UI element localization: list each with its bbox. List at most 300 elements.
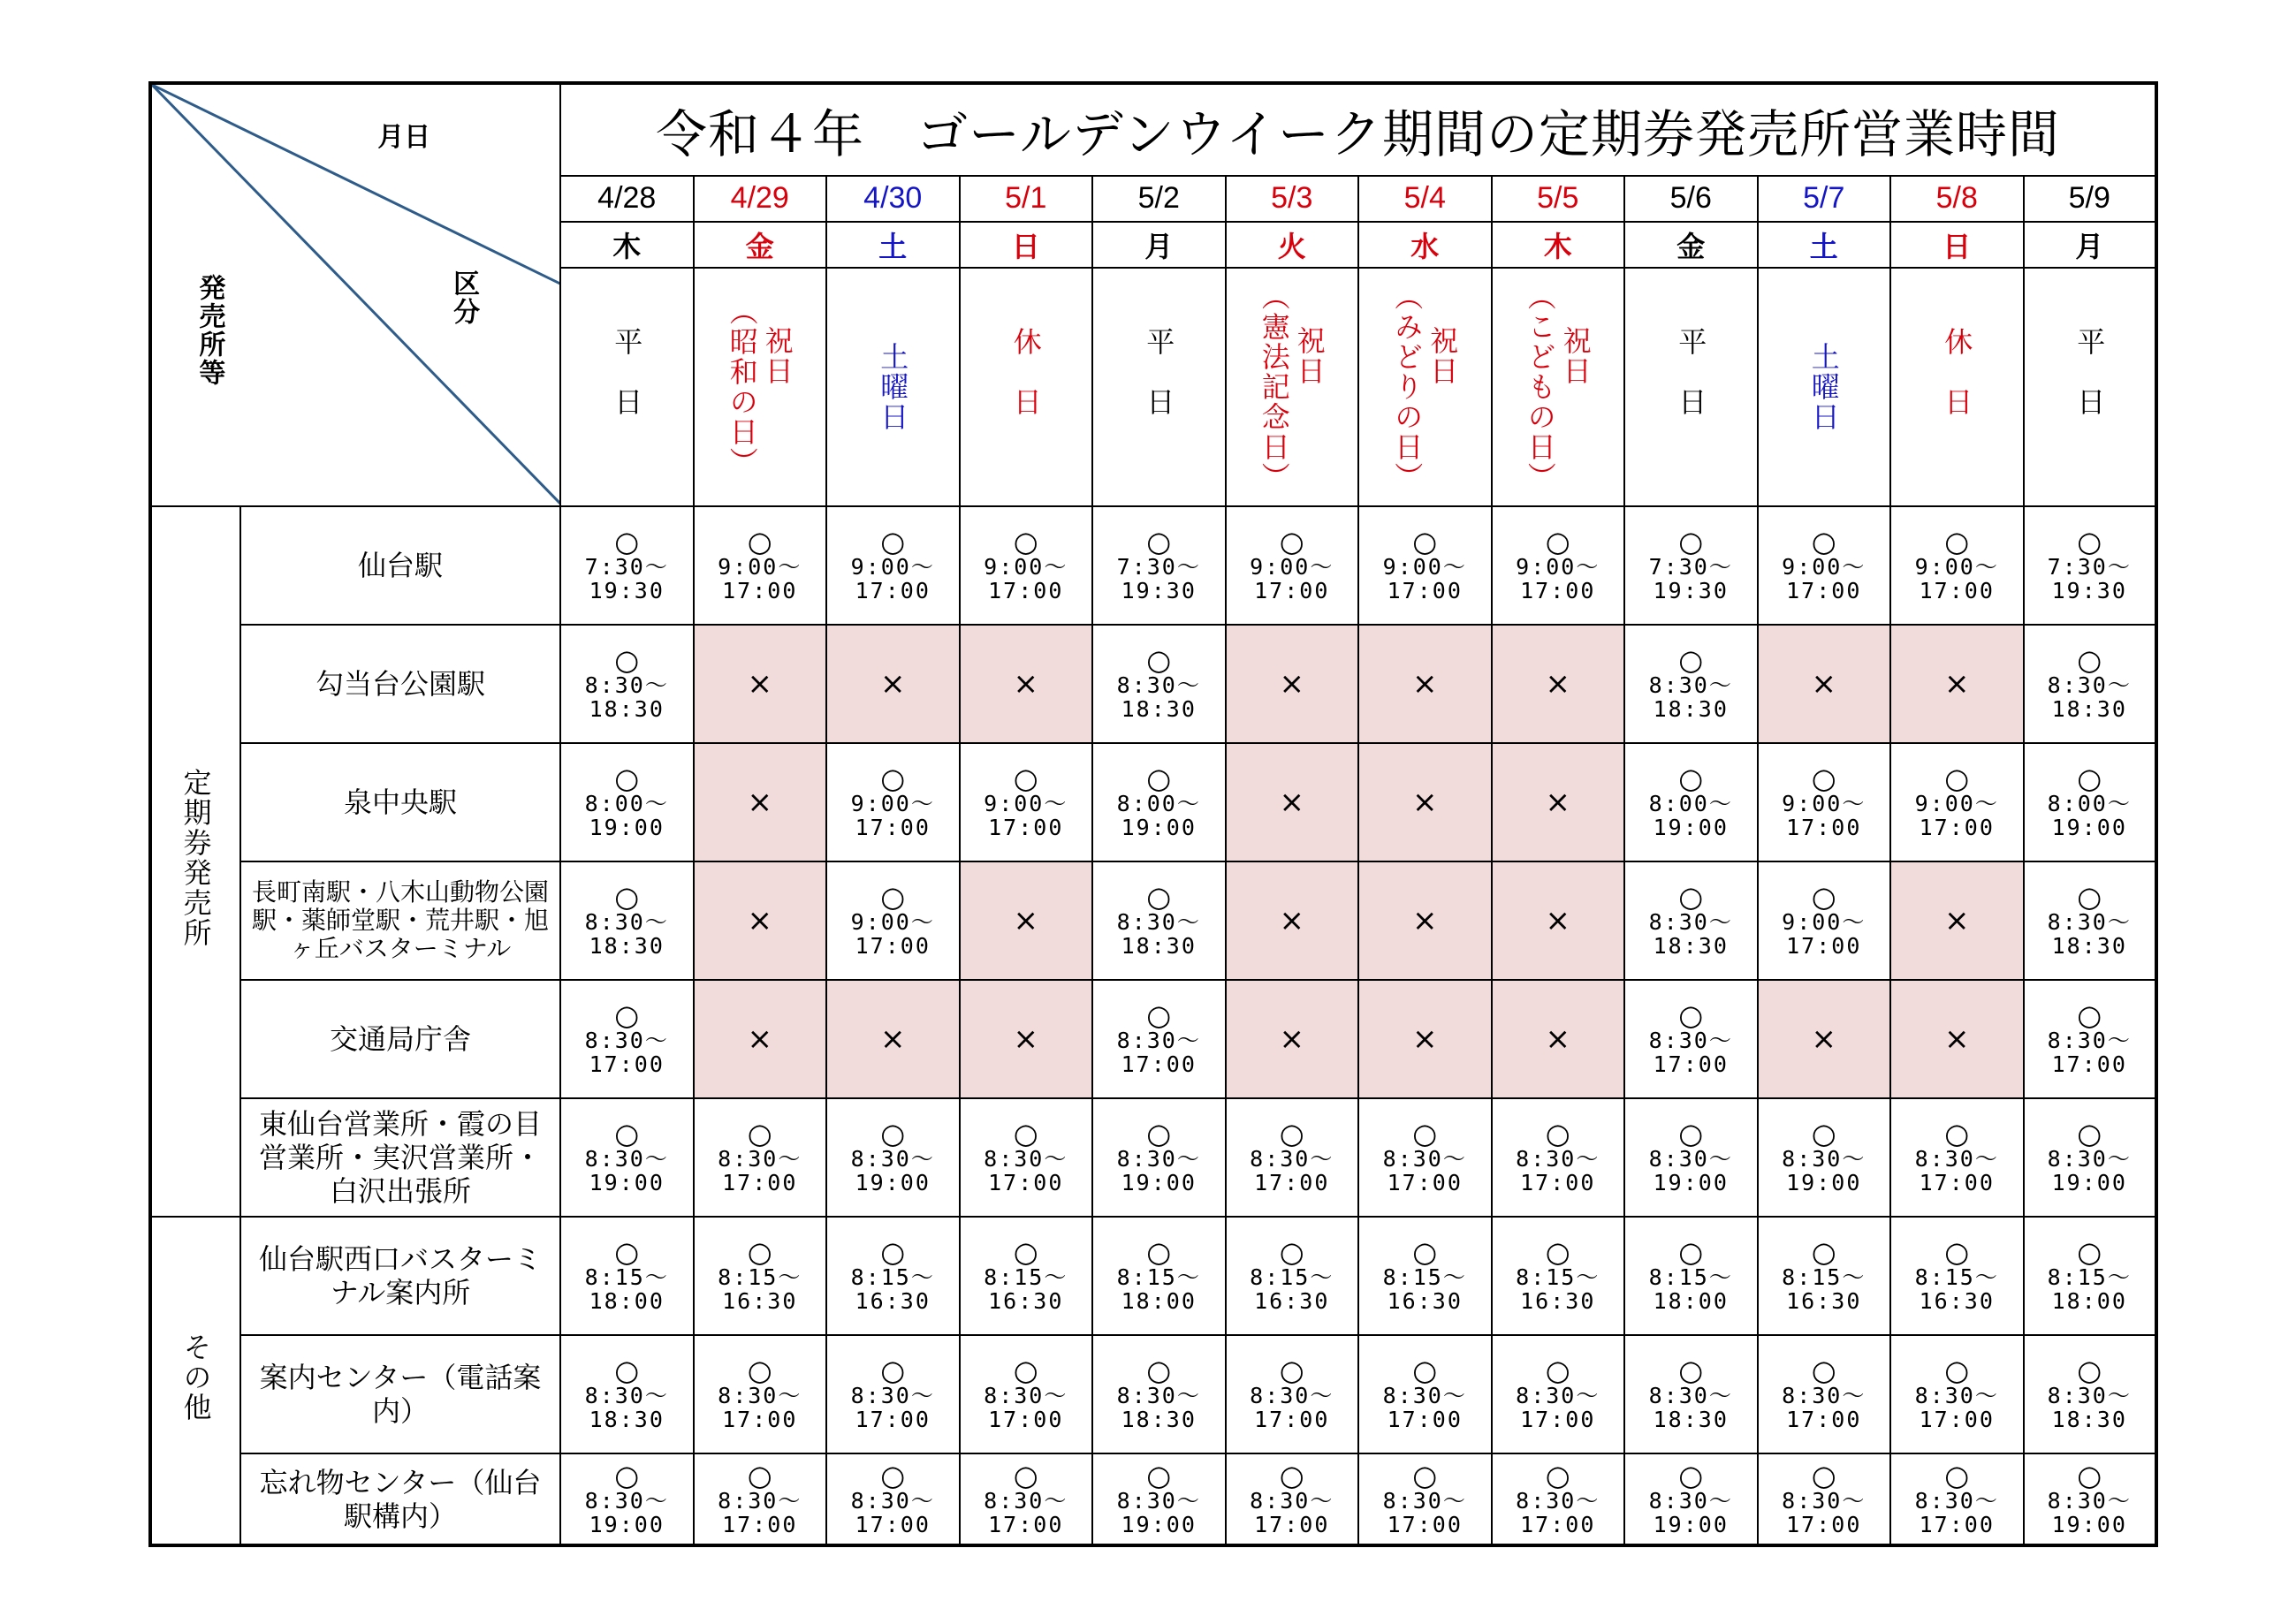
outlet-label: 発売所等 [194, 274, 225, 388]
hours-cell [1890, 1217, 2024, 1335]
open-time: 8:30～ [718, 1146, 802, 1172]
open-time: 8:30～ [1250, 1487, 1334, 1514]
open-mark: ○ [614, 998, 640, 1032]
hours-cell [1226, 1453, 1359, 1545]
open-time: 8:00～ [1648, 791, 1733, 816]
weekday-cell: 金 [694, 222, 827, 268]
open-time: 8:00～ [584, 791, 669, 816]
close-time: 16:30 [855, 1288, 931, 1314]
close-time: 17:00 [1520, 1407, 1596, 1432]
close-time: 19:00 [2051, 1511, 2127, 1537]
open-mark: ○ [1146, 525, 1172, 558]
open-time: 8:30～ [584, 1487, 669, 1514]
open-mark: ○ [1279, 1354, 1304, 1387]
close-time: 19:00 [2051, 815, 2127, 840]
open-mark: ○ [747, 1117, 772, 1150]
open-mark: ○ [880, 1235, 906, 1269]
open-time: 8:15～ [718, 1264, 802, 1290]
closed-cell [826, 980, 960, 1098]
close-time: 18:30 [589, 1407, 665, 1432]
hours-cell [1092, 506, 1226, 625]
close-time: 17:00 [1786, 815, 1862, 840]
open-mark: ○ [1013, 1235, 1038, 1269]
open-time: 8:30～ [2047, 1383, 2132, 1408]
close-time: 16:30 [988, 1288, 1064, 1314]
close-time: 17:00 [1254, 1170, 1330, 1195]
weekday-cell: 木 [1492, 222, 1625, 268]
open-mark: ○ [880, 880, 906, 914]
hours-cell [1758, 743, 1891, 861]
closed-mark: × [1545, 785, 1570, 820]
hours-cell [1492, 506, 1625, 625]
day-type-label: 祝日 [760, 326, 794, 387]
open-mark: ○ [614, 762, 640, 795]
open-mark: ○ [1944, 1354, 1970, 1387]
close-time: 17:00 [1919, 1407, 1995, 1432]
hours-cell [1492, 1098, 1625, 1217]
hours-cell [1358, 1453, 1492, 1545]
closed-cell [1358, 980, 1492, 1098]
date-cell: 5/6 [1624, 176, 1758, 222]
close-time: 16:30 [1786, 1288, 1862, 1314]
open-time: 9:00～ [1914, 791, 1999, 816]
open-mark: ○ [614, 1235, 640, 1269]
hours-cell [1492, 1335, 1625, 1453]
date-cell: 5/4 [1358, 176, 1492, 222]
open-mark: ○ [1412, 1117, 1438, 1150]
open-mark: ○ [1013, 1117, 1038, 1150]
closed-mark: × [1279, 785, 1304, 820]
hours-cell [826, 1453, 960, 1545]
open-mark: ○ [2077, 1458, 2102, 1492]
hours-cell [1226, 1217, 1359, 1335]
open-mark: ○ [614, 1117, 640, 1150]
weekday-cell: 金 [1624, 222, 1758, 268]
open-time: 9:00～ [718, 554, 802, 580]
closed-mark: × [747, 1021, 772, 1057]
open-time: 8:30～ [1648, 1487, 1733, 1514]
hours-cell [1624, 506, 1758, 625]
day-type-label: 平日 [1674, 327, 1708, 448]
hours-cell [2024, 1217, 2157, 1335]
hours-cell [1890, 743, 2024, 861]
closed-cell [960, 980, 1093, 1098]
hours-cell [2024, 1098, 2157, 1217]
open-time: 7:30～ [1648, 554, 1733, 580]
close-time: 19:00 [1121, 815, 1197, 840]
close-time: 17:00 [1919, 578, 1995, 603]
hours-cell [1624, 861, 1758, 980]
open-mark: ○ [2077, 762, 2102, 795]
open-time: 7:30～ [584, 554, 669, 580]
outlet-name: 仙台駅西口バスターミナル案内所 [240, 1217, 560, 1335]
day-type-label: 平日 [610, 327, 644, 448]
open-mark: ○ [1944, 762, 1970, 795]
open-time: 8:30～ [850, 1146, 935, 1172]
close-time: 18:00 [1121, 1288, 1197, 1314]
weekday-cell: 火 [1226, 222, 1359, 268]
open-time: 8:30～ [1782, 1487, 1866, 1514]
open-time: 8:30～ [584, 1028, 669, 1053]
hours-cell [560, 506, 694, 625]
closed-mark: × [1013, 903, 1038, 938]
open-mark: ○ [1412, 1354, 1438, 1387]
day-type-label: 休日 [1008, 327, 1043, 448]
closed-cell [1226, 980, 1359, 1098]
table-row [150, 1453, 2156, 1545]
hours-cell [560, 1217, 694, 1335]
date-cell: 5/2 [1092, 176, 1226, 222]
close-time: 17:00 [1121, 1051, 1197, 1077]
hours-cell [1092, 1335, 1226, 1453]
open-time: 8:15～ [1382, 1264, 1467, 1290]
open-mark: ○ [2077, 1235, 2102, 1269]
close-time: 16:30 [1387, 1288, 1463, 1314]
hours-cell [960, 1098, 1093, 1217]
hours-cell [1226, 506, 1359, 625]
day-type-label: 祝日 [1425, 326, 1460, 387]
open-time: 9:00～ [850, 791, 935, 816]
table-row [150, 625, 2156, 743]
open-mark: ○ [2077, 643, 2102, 677]
open-time: 8:30～ [2047, 1487, 2132, 1514]
hours-cell [694, 1098, 827, 1217]
closed-cell [694, 625, 827, 743]
hours-cell [1758, 1217, 1891, 1335]
open-time: 8:15～ [1914, 1264, 1999, 1290]
day-type-cell [1092, 268, 1226, 506]
hours-cell [1758, 506, 1891, 625]
close-time: 19:00 [1653, 1170, 1729, 1195]
weekday-cell: 土 [826, 222, 960, 268]
open-time: 8:15～ [984, 1264, 1068, 1290]
hours-cell [1092, 980, 1226, 1098]
closed-cell [694, 743, 827, 861]
close-time: 19:00 [1653, 815, 1729, 840]
hours-cell [826, 1217, 960, 1335]
closed-cell [1226, 625, 1359, 743]
open-mark: ○ [1545, 1354, 1570, 1387]
close-time: 17:00 [855, 578, 931, 603]
open-mark: ○ [1146, 762, 1172, 795]
hours-cell [826, 743, 960, 861]
open-mark: ○ [1811, 880, 1836, 914]
closed-cell [1492, 980, 1625, 1098]
open-time: 9:00～ [1914, 554, 1999, 580]
open-mark: ○ [1811, 525, 1836, 558]
open-time: 8:15～ [1516, 1264, 1600, 1290]
open-mark: ○ [1013, 1458, 1038, 1492]
weekday-cell: 日 [1890, 222, 2024, 268]
close-time: 17:00 [589, 1051, 665, 1077]
hours-cell [1092, 625, 1226, 743]
closed-mark: × [1412, 666, 1438, 702]
close-time: 17:00 [1786, 1407, 1862, 1432]
open-time: 8:30～ [1648, 1383, 1733, 1408]
open-time: 8:30～ [2047, 672, 2132, 698]
closed-mark: × [1545, 666, 1570, 702]
open-mark: ○ [1412, 525, 1438, 558]
day-type-note: （憲法記念日） [1257, 282, 1291, 493]
open-mark: ○ [614, 1458, 640, 1492]
hours-cell [694, 506, 827, 625]
close-time: 19:00 [589, 815, 665, 840]
open-time: 8:30～ [1648, 909, 1733, 935]
open-mark: ○ [1279, 1458, 1304, 1492]
open-time: 9:00～ [984, 791, 1068, 816]
outlet-name: 忘れ物センター（仙台駅構内） [240, 1453, 560, 1545]
hours-cell [1890, 1453, 2024, 1545]
open-time: 8:30～ [1914, 1487, 1999, 1514]
open-time: 8:15～ [850, 1264, 935, 1290]
open-time: 7:30～ [1116, 554, 1201, 580]
open-time: 8:30～ [1516, 1146, 1600, 1172]
open-mark: ○ [747, 1458, 772, 1492]
hours-cell [560, 1098, 694, 1217]
open-mark: ○ [1678, 643, 1704, 677]
closed-cell [1758, 980, 1891, 1098]
open-time: 8:30～ [1914, 1146, 1999, 1172]
open-time: 8:30～ [1782, 1383, 1866, 1408]
hours-cell [1624, 625, 1758, 743]
hours-cell [960, 743, 1093, 861]
hours-cell [960, 1217, 1093, 1335]
hours-cell [1358, 506, 1492, 625]
open-mark: ○ [1545, 1117, 1570, 1150]
day-type-note: （みどりの日） [1390, 282, 1425, 493]
hours-cell [560, 743, 694, 861]
closed-cell [1226, 743, 1359, 861]
open-time: 9:00～ [850, 554, 935, 580]
open-mark: ○ [1545, 1235, 1570, 1269]
table-row [150, 506, 2156, 625]
close-time: 17:00 [1919, 1511, 1995, 1537]
open-time: 8:15～ [1648, 1264, 1733, 1290]
open-mark: ○ [614, 643, 640, 677]
open-time: 8:30～ [584, 672, 669, 698]
open-time: 8:30～ [718, 1487, 802, 1514]
hours-cell [1758, 1335, 1891, 1453]
outlet-name: 仙台駅 [240, 506, 560, 625]
close-time: 17:00 [855, 815, 931, 840]
category-label: 区分 [448, 269, 480, 327]
hours-cell [694, 1217, 827, 1335]
closed-mark: × [1944, 666, 1970, 702]
hours-cell [826, 506, 960, 625]
open-mark: ○ [1279, 525, 1304, 558]
closed-cell [1226, 861, 1359, 980]
group-label-cell [150, 506, 240, 1217]
open-time: 7:30～ [2047, 554, 2132, 580]
open-time: 9:00～ [1782, 554, 1866, 580]
closed-mark: × [1545, 1021, 1570, 1057]
day-type-label: 祝日 [1292, 326, 1327, 387]
close-time: 16:30 [1254, 1288, 1330, 1314]
day-type-label: 祝日 [1558, 326, 1593, 387]
close-time: 17:00 [1919, 815, 1995, 840]
open-mark: ○ [1811, 1235, 1836, 1269]
weekday-cell: 月 [1092, 222, 1226, 268]
hours-cell [1624, 1098, 1758, 1217]
date-cell: 4/29 [694, 176, 827, 222]
open-mark: ○ [1545, 525, 1570, 558]
open-time: 8:30～ [1648, 1146, 1733, 1172]
closed-mark: × [1545, 903, 1570, 938]
day-type-cell [960, 268, 1093, 506]
close-time: 17:00 [988, 815, 1064, 840]
open-mark: ○ [1678, 880, 1704, 914]
title-row [150, 83, 2156, 176]
close-time: 19:00 [2051, 1170, 2127, 1195]
hours-cell [2024, 625, 2157, 743]
open-time: 9:00～ [1516, 554, 1600, 580]
closed-cell [1358, 861, 1492, 980]
open-time: 8:30～ [718, 1383, 802, 1408]
date-cell: 4/30 [826, 176, 960, 222]
hours-cell [694, 1453, 827, 1545]
open-mark: ○ [1811, 762, 1836, 795]
close-time: 19:30 [2051, 578, 2127, 603]
closed-cell [694, 861, 827, 980]
close-time: 17:00 [1520, 578, 1596, 603]
open-mark: ○ [614, 880, 640, 914]
corner-header [150, 83, 560, 506]
open-time: 8:00～ [1116, 791, 1201, 816]
closed-mark: × [1279, 1021, 1304, 1057]
close-time: 17:00 [988, 578, 1064, 603]
open-mark: ○ [1678, 1235, 1704, 1269]
date-cell: 5/8 [1890, 176, 2024, 222]
open-time: 8:30～ [584, 1383, 669, 1408]
close-time: 19:30 [1653, 578, 1729, 603]
group-label: その他 [179, 1332, 213, 1423]
open-time: 8:30～ [1116, 909, 1201, 935]
weekday-cell: 木 [560, 222, 694, 268]
open-mark: ○ [1678, 998, 1704, 1032]
day-type-cell [560, 268, 694, 506]
table-row [150, 1217, 2156, 1335]
open-mark: ○ [1678, 1354, 1704, 1387]
open-mark: ○ [2077, 998, 2102, 1032]
outlet-name: 案内センター（電話案内） [240, 1335, 560, 1453]
open-mark: ○ [747, 1235, 772, 1269]
open-mark: ○ [1146, 998, 1172, 1032]
open-mark: ○ [1013, 1354, 1038, 1387]
open-mark: ○ [1146, 1235, 1172, 1269]
open-time: 8:30～ [1382, 1487, 1467, 1514]
hours-cell [960, 1335, 1093, 1453]
open-time: 8:30～ [1382, 1383, 1467, 1408]
open-time: 8:30～ [2047, 1028, 2132, 1053]
close-time: 19:00 [855, 1170, 931, 1195]
open-mark: ○ [2077, 1354, 2102, 1387]
close-time: 17:00 [722, 578, 798, 603]
close-time: 17:00 [1254, 578, 1330, 603]
hours-cell [1358, 1217, 1492, 1335]
open-mark: ○ [747, 1354, 772, 1387]
group-label-cell [150, 1217, 240, 1545]
hours-cell [1758, 861, 1891, 980]
close-time: 18:30 [1653, 1407, 1729, 1432]
closed-mark: × [1412, 785, 1438, 820]
hours-cell [2024, 861, 2157, 980]
close-time: 19:00 [1653, 1511, 1729, 1537]
day-type-cell [1624, 268, 1758, 506]
hours-cell [2024, 1335, 2157, 1453]
open-mark: ○ [1811, 1117, 1836, 1150]
outlet-name: 勾当台公園駅 [240, 625, 560, 743]
close-time: 17:00 [1653, 1051, 1729, 1077]
open-mark: ○ [1412, 1235, 1438, 1269]
close-time: 17:00 [1254, 1511, 1330, 1537]
hours-cell [1226, 1098, 1359, 1217]
open-time: 8:30～ [1516, 1487, 1600, 1514]
open-time: 8:30～ [1250, 1146, 1334, 1172]
schedule-table [148, 81, 2158, 1547]
open-time: 9:00～ [1782, 791, 1866, 816]
hours-cell [1624, 1453, 1758, 1545]
open-time: 8:15～ [1782, 1264, 1866, 1290]
hours-cell [1358, 1098, 1492, 1217]
day-type-note: （こどもの日） [1523, 282, 1557, 493]
diagonal-line [152, 85, 560, 285]
close-time: 16:30 [1520, 1288, 1596, 1314]
close-time: 17:00 [1387, 1407, 1463, 1432]
weekday-cell: 月 [2024, 222, 2157, 268]
open-time: 8:30～ [2047, 1146, 2132, 1172]
open-time: 8:30～ [1250, 1383, 1334, 1408]
open-time: 9:00～ [984, 554, 1068, 580]
closed-mark: × [747, 666, 772, 702]
open-mark: ○ [1146, 1117, 1172, 1150]
closed-cell [960, 861, 1093, 980]
close-time: 17:00 [722, 1407, 798, 1432]
open-time: 8:30～ [1914, 1383, 1999, 1408]
close-time: 16:30 [1919, 1288, 1995, 1314]
open-time: 8:30～ [1516, 1383, 1600, 1408]
close-time: 16:30 [722, 1288, 798, 1314]
open-mark: ○ [1279, 1117, 1304, 1150]
hours-cell [1624, 1335, 1758, 1453]
open-time: 8:30～ [1116, 672, 1201, 698]
hours-cell [560, 1335, 694, 1453]
close-time: 17:00 [1786, 578, 1862, 603]
close-time: 17:00 [1387, 1511, 1463, 1537]
open-time: 8:30～ [1382, 1146, 1467, 1172]
close-time: 19:00 [1786, 1170, 1862, 1195]
close-time: 17:00 [988, 1170, 1064, 1195]
closed-mark: × [1013, 1021, 1038, 1057]
close-time: 17:00 [855, 1407, 931, 1432]
close-time: 17:00 [1520, 1170, 1596, 1195]
hours-cell [2024, 743, 2157, 861]
hours-cell [560, 1453, 694, 1545]
close-time: 19:00 [589, 1511, 665, 1537]
hours-cell [826, 1335, 960, 1453]
open-mark: ○ [1146, 643, 1172, 677]
hours-cell [560, 980, 694, 1098]
open-mark: ○ [1944, 1117, 1970, 1150]
close-time: 17:00 [988, 1511, 1064, 1537]
close-time: 18:30 [1653, 933, 1729, 959]
close-time: 18:30 [1121, 933, 1197, 959]
date-cell: 5/1 [960, 176, 1093, 222]
open-time: 8:15～ [1250, 1264, 1334, 1290]
open-mark: ○ [1678, 1117, 1704, 1150]
hours-cell [1624, 1217, 1758, 1335]
hours-cell [1092, 861, 1226, 980]
close-time: 18:30 [589, 933, 665, 959]
